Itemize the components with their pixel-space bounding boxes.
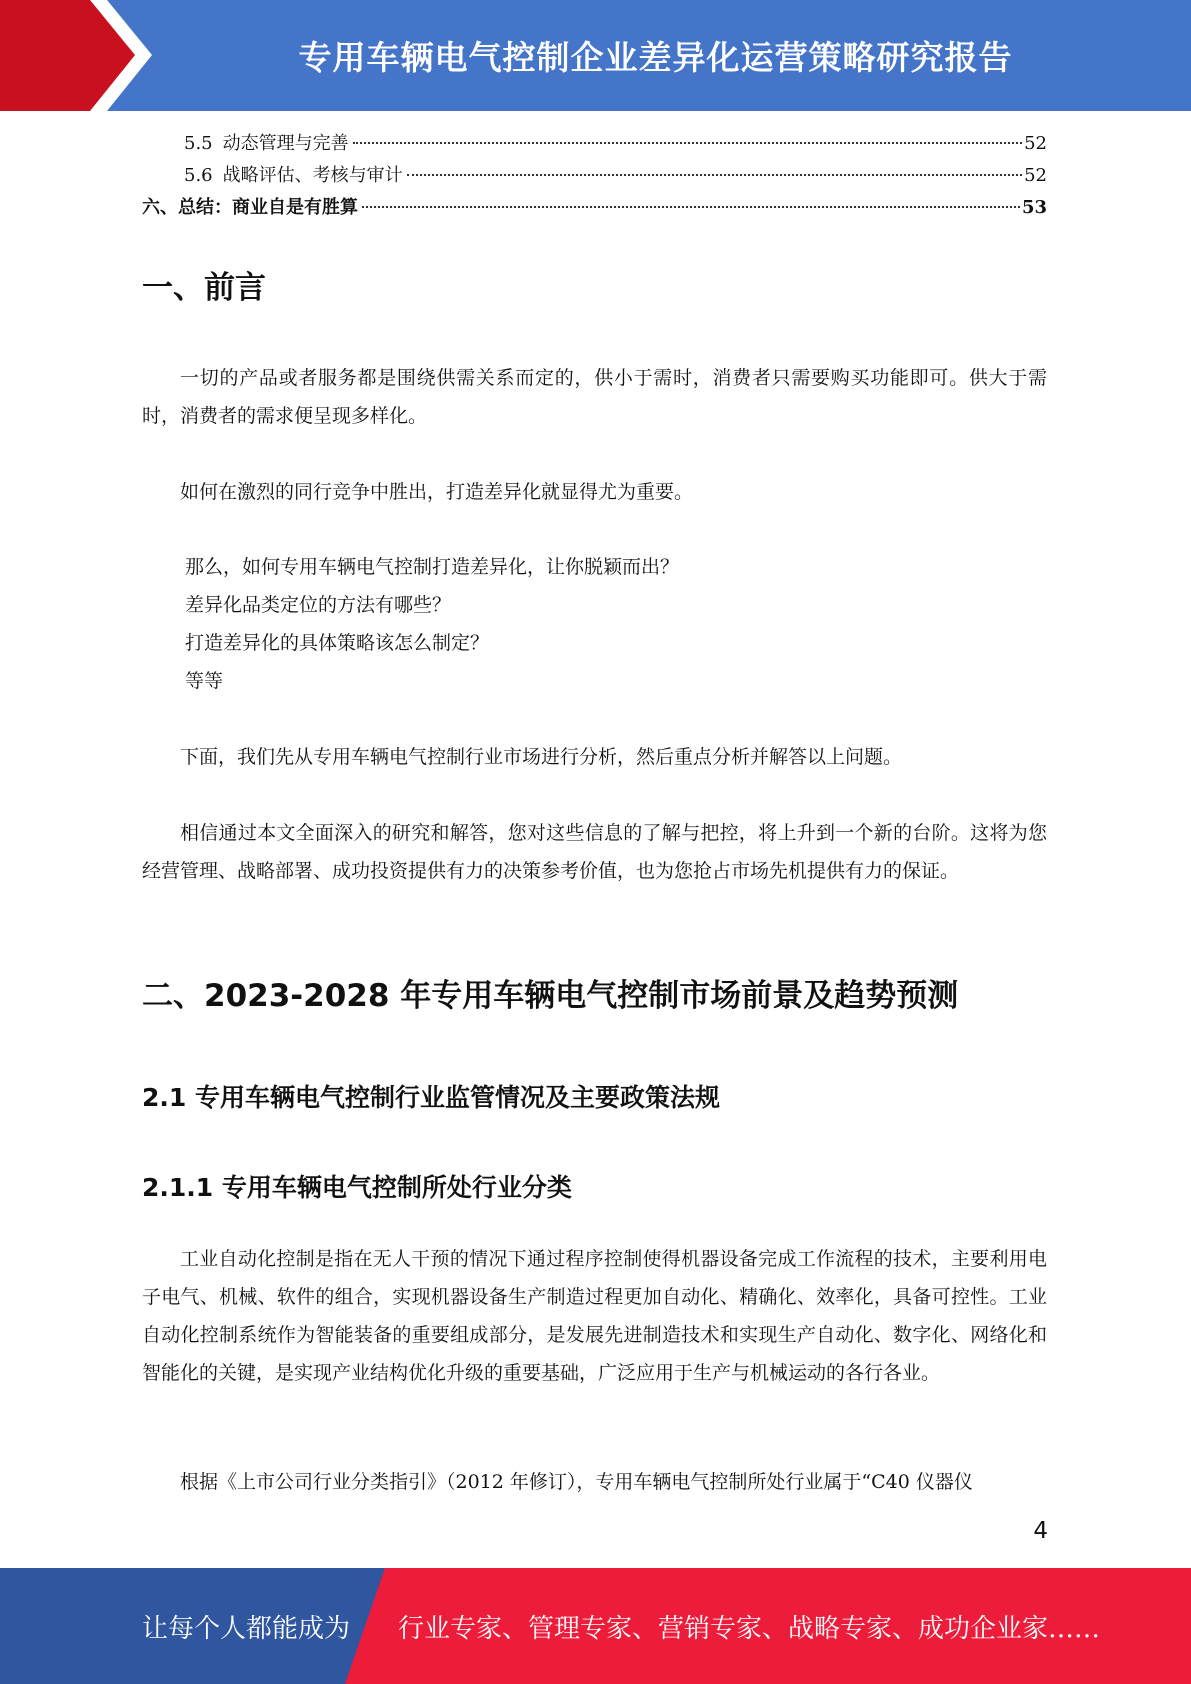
report-title: 专用车辆电气控制企业差异化运营策略研究报告	[298, 38, 1013, 77]
question-line: 打造差异化的具体策略该怎么制定？	[185, 632, 490, 654]
question-line: 差异化品类定位的方法有哪些？	[185, 594, 452, 616]
paragraph: 如何在激烈的同行竞争中胜出，打造差异化就显得尤为重要。	[180, 481, 694, 503]
toc-entry-page: 52	[1024, 165, 1047, 186]
subsection-heading: 2.1.1 专用车辆电气控制所处行业分类	[142, 1173, 572, 1202]
section-heading-preface: 一、前言	[142, 270, 266, 306]
toc-entry[interactable]	[142, 160, 1047, 192]
paragraph: 一切的产品或者服务都是围绕供需关系而定的，供小于需时，消费者只需要购买功能即可。供大于需时，消费者的需求便呈现多样化。	[142, 367, 1047, 427]
toc-dot-leader	[353, 142, 1022, 144]
page-number: 4	[1033, 1518, 1048, 1544]
toc-entry-label: 战略评估、考核与审计	[222, 165, 403, 186]
toc-entry-label: 动态管理与完善	[222, 133, 349, 154]
question-line: 等等	[185, 670, 224, 692]
footer-slogan-left: 让每个人都能成为	[142, 1613, 351, 1644]
toc-dot-leader	[362, 206, 1020, 208]
toc-entry[interactable]	[142, 192, 1047, 224]
toc-dot-leader	[407, 174, 1022, 176]
table-of-contents	[142, 128, 1047, 224]
paragraph: 相信通过本文全面深入的研究和解答，您对这些信息的了解与把控，将上升到一个新的台阶。这将为您经营管理、战略部署、成功投资提供有力的决策参考价值，也为您抢占市场先机提供有力的保证。	[142, 822, 1047, 882]
footer-band	[0, 1568, 1191, 1684]
question-line: 那么，如何专用车辆电气控制打造差异化，让你脱颖而出？	[185, 556, 680, 578]
header-band	[0, 0, 1191, 111]
section-heading-market-outlook: 二、2023-2028 年专用车辆电气控制市场前景及趋势预测	[142, 978, 959, 1014]
toc-entry-label: 六、总结：商业自是有胜算	[142, 197, 358, 218]
toc-entry[interactable]	[142, 128, 1047, 160]
toc-entry-number: 5.6	[184, 165, 213, 186]
toc-entry-number: 5.5	[184, 133, 213, 154]
paragraph: 下面，我们先从专用车辆电气控制行业市场进行分析，然后重点分析并解答以上问题。	[180, 746, 903, 768]
paragraph: 根据《上市公司行业分类指引》（2012 年修订），专用车辆电气控制所处行业属于“C40 仪器仪	[180, 1471, 973, 1493]
subsection-heading: 2.1 专用车辆电气控制行业监管情况及主要政策法规	[142, 1083, 720, 1112]
footer-slogan-right: 行业专家、管理专家、营销专家、战略专家、成功企业家……	[398, 1613, 1101, 1644]
toc-entry-page: 52	[1024, 133, 1047, 154]
paragraph: 工业自动化控制是指在无人干预的情况下通过程序控制使得机器设备完成工作流程的技术，主要利用电子电气、机械、软件的组合，实现机器设备生产制造过程更加自动化、精确化、效率化，具备可控性。工业自动化控制系统作为智能装备的重要组成部分，是发展先进制造技术和实现生产自动化、数字化、网络化和智能化的关键，是实现产业结构优化升级的重要基础，广泛应用于生产与机械运动的各行各业。	[142, 1248, 1047, 1384]
toc-entry-page: 53	[1021, 197, 1047, 218]
